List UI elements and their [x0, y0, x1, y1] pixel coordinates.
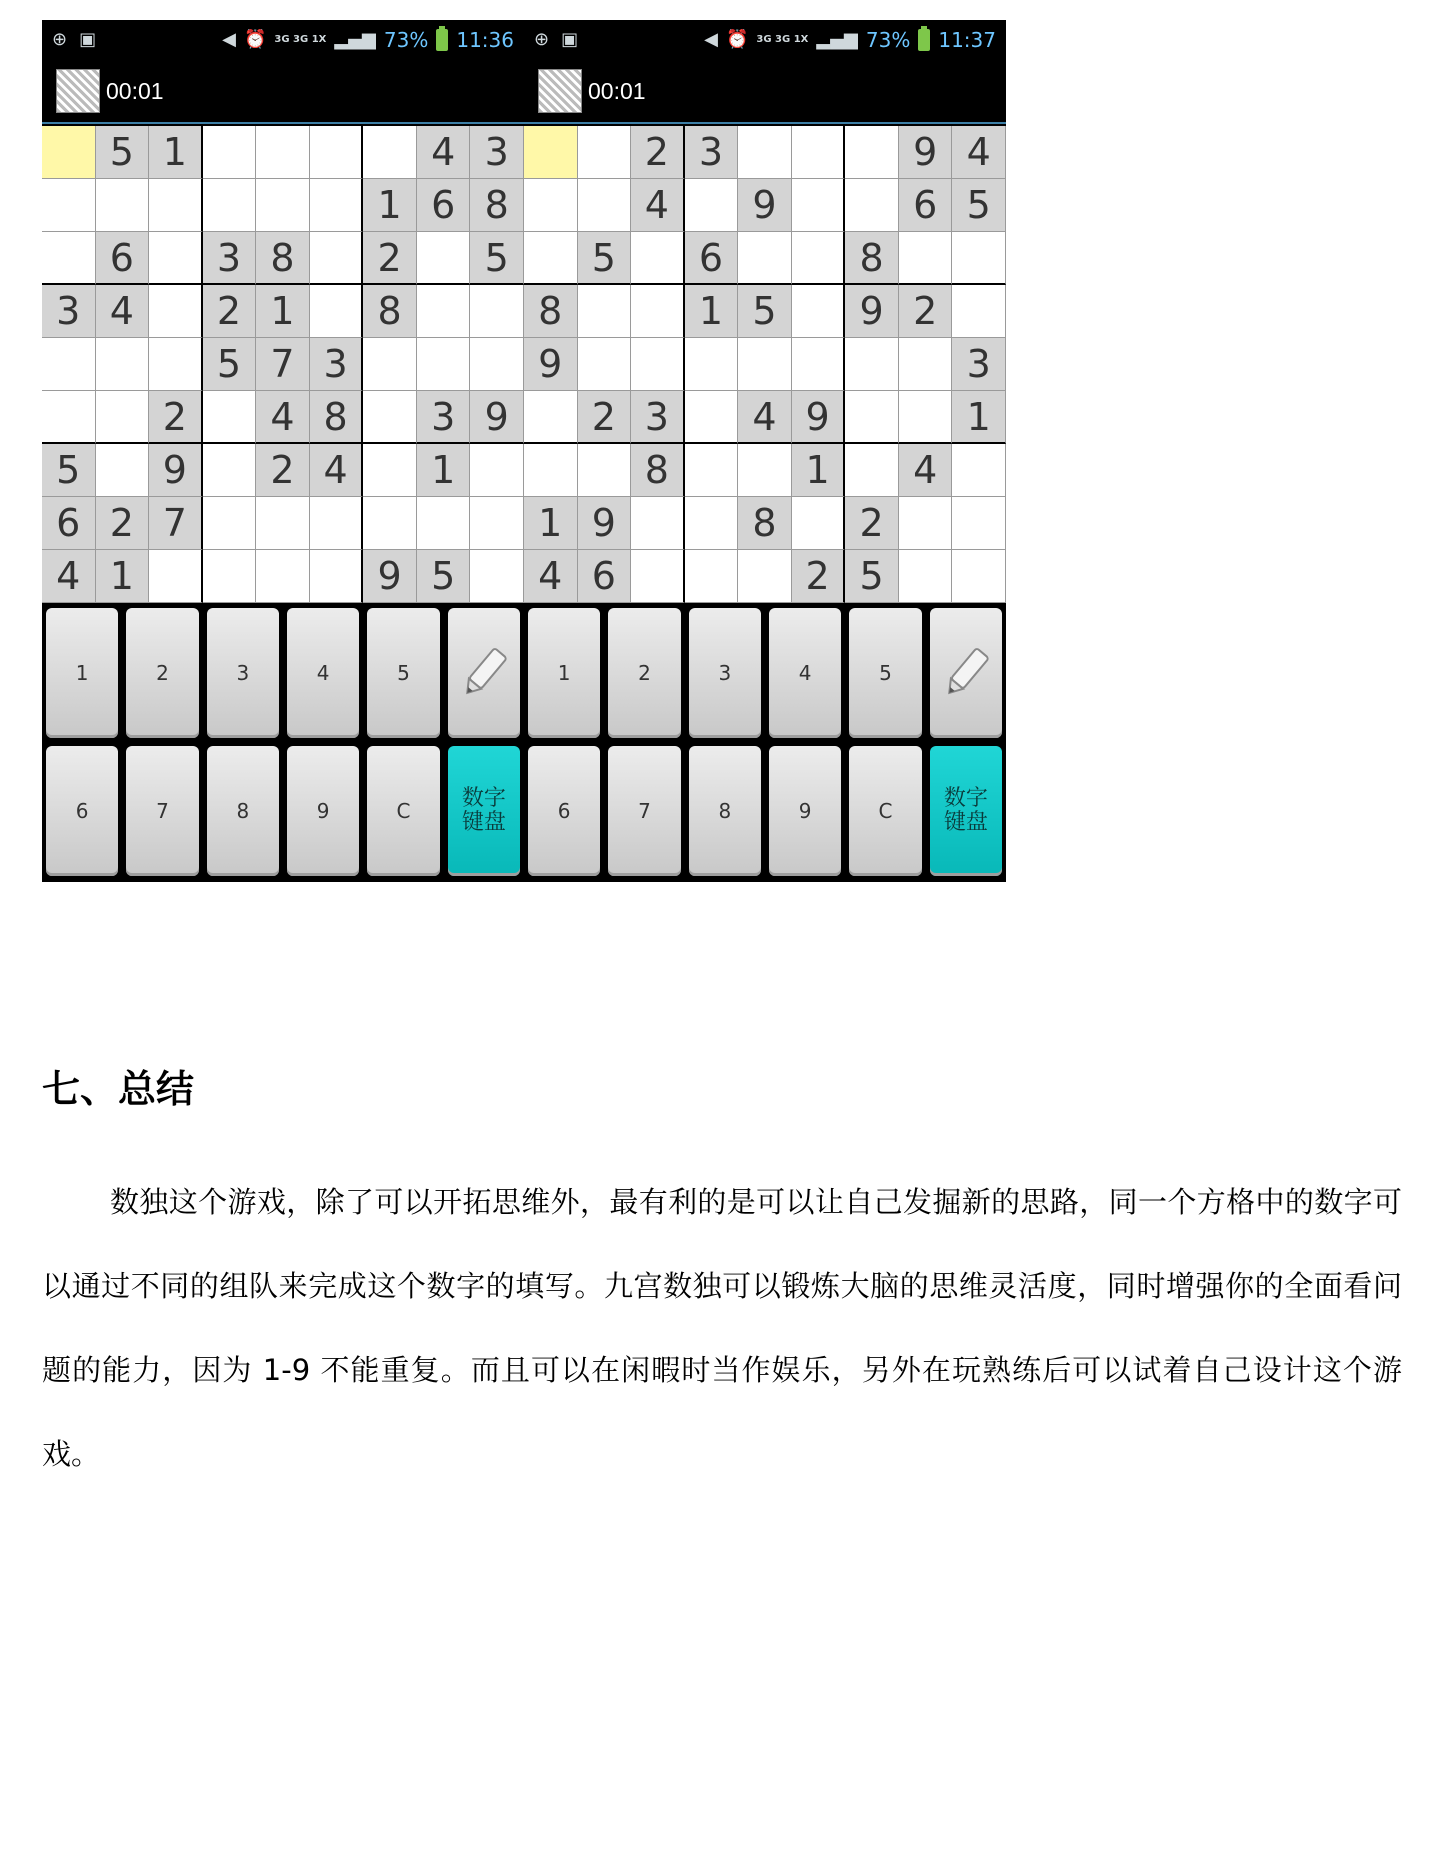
sudoku-cell[interactable]: [96, 179, 150, 232]
sudoku-cell[interactable]: [42, 391, 96, 444]
numpad-toggle-button[interactable]: 数字 键盘: [448, 746, 520, 876]
status-time: 11:37: [938, 28, 996, 52]
sudoku-cell[interactable]: 9: [149, 444, 203, 497]
sudoku-cell[interactable]: 2: [578, 391, 632, 444]
sudoku-cell[interactable]: [96, 444, 150, 497]
sudoku-cell[interactable]: [952, 497, 1006, 550]
status-left-icons: [534, 31, 578, 49]
sudoku-cell[interactable]: [417, 497, 471, 550]
sudoku-cell[interactable]: [363, 338, 417, 391]
sudoku-cell[interactable]: 2: [363, 232, 417, 285]
sudoku-cell[interactable]: [470, 338, 524, 391]
sudoku-cell[interactable]: [149, 338, 203, 391]
sudoku-cell[interactable]: [685, 338, 739, 391]
sudoku-cell[interactable]: [310, 550, 364, 603]
sudoku-cell[interactable]: [792, 338, 846, 391]
sudoku-cell[interactable]: 5: [952, 179, 1006, 232]
sudoku-cell[interactable]: 1: [524, 497, 578, 550]
sudoku-cell[interactable]: [310, 179, 364, 232]
sudoku-cell[interactable]: [310, 285, 364, 338]
sudoku-cell[interactable]: 8: [524, 285, 578, 338]
sudoku-cell[interactable]: [524, 126, 578, 179]
sudoku-cell[interactable]: 5: [845, 550, 899, 603]
phone-screenshot-right: [524, 20, 1006, 878]
sudoku-cell[interactable]: 2: [256, 444, 310, 497]
key-2[interactable]: 2: [608, 608, 680, 738]
sudoku-cell[interactable]: 3: [952, 338, 1006, 391]
sudoku-cell[interactable]: 6: [417, 179, 471, 232]
status-right-icons: [222, 28, 514, 52]
sudoku-cell[interactable]: 3: [470, 126, 524, 179]
sudoku-cell[interactable]: 6: [96, 232, 150, 285]
game-timer: 00:01: [588, 77, 646, 104]
sudoku-cell[interactable]: 9: [524, 338, 578, 391]
network-indicator: 3G 3G 1X: [756, 34, 809, 45]
sudoku-cell[interactable]: [578, 179, 632, 232]
sudoku-cell[interactable]: [42, 232, 96, 285]
key-4[interactable]: 4: [769, 608, 841, 738]
sudoku-cell[interactable]: 9: [738, 179, 792, 232]
sudoku-cell[interactable]: [42, 126, 96, 179]
sudoku-cell[interactable]: [417, 285, 471, 338]
status-bar: [524, 20, 1006, 60]
sudoku-cell[interactable]: 8: [256, 232, 310, 285]
signal-icon: ▂▄▆: [334, 29, 376, 50]
sudoku-cell[interactable]: [203, 126, 257, 179]
sudoku-cell[interactable]: 8: [310, 391, 364, 444]
sudoku-cell[interactable]: [96, 391, 150, 444]
sudoku-cell[interactable]: 2: [203, 285, 257, 338]
sudoku-cell[interactable]: [203, 179, 257, 232]
sudoku-cell[interactable]: [363, 444, 417, 497]
sudoku-cell[interactable]: 4: [96, 285, 150, 338]
pencil-icon: [936, 643, 996, 703]
sudoku-cell[interactable]: 4: [631, 179, 685, 232]
key-1[interactable]: 1: [528, 608, 600, 738]
sudoku-cell[interactable]: [738, 338, 792, 391]
status-time: 11:36: [456, 28, 514, 52]
title-bar: [524, 60, 1006, 122]
sudoku-cell[interactable]: [845, 126, 899, 179]
sudoku-cell[interactable]: [149, 179, 203, 232]
sudoku-cell[interactable]: [899, 232, 953, 285]
sudoku-cell[interactable]: [899, 550, 953, 603]
image-icon: ▣: [79, 29, 97, 50]
sudoku-cell[interactable]: [310, 497, 364, 550]
sudoku-cell[interactable]: [899, 338, 953, 391]
sudoku-cell[interactable]: 4: [524, 550, 578, 603]
sudoku-cell[interactable]: [631, 232, 685, 285]
title-bar: [42, 60, 524, 122]
key-4[interactable]: 4: [287, 608, 359, 738]
key-7[interactable]: 7: [126, 746, 198, 876]
sudoku-cell[interactable]: [792, 179, 846, 232]
sudoku-cell[interactable]: [685, 391, 739, 444]
sudoku-cell[interactable]: 5: [738, 285, 792, 338]
sudoku-cell[interactable]: [952, 550, 1006, 603]
sudoku-cell[interactable]: [203, 497, 257, 550]
sudoku-cell[interactable]: 3: [203, 232, 257, 285]
status-right-icons: [704, 28, 996, 52]
sudoku-cell[interactable]: 9: [470, 391, 524, 444]
sudoku-cell[interactable]: 1: [952, 391, 1006, 444]
sudoku-cell[interactable]: 9: [792, 391, 846, 444]
battery-icon: [918, 29, 930, 51]
sudoku-cell[interactable]: 3: [42, 285, 96, 338]
sudoku-cell[interactable]: [845, 391, 899, 444]
sudoku-cell[interactable]: [631, 550, 685, 603]
pencil-button[interactable]: [448, 608, 520, 738]
key-5[interactable]: 5: [849, 608, 921, 738]
sudoku-cell[interactable]: [310, 126, 364, 179]
sudoku-cell[interactable]: 3: [417, 391, 471, 444]
sudoku-cell[interactable]: [42, 179, 96, 232]
sudoku-cell[interactable]: 5: [417, 550, 471, 603]
key-9[interactable]: 9: [287, 746, 359, 876]
sudoku-cell[interactable]: [738, 444, 792, 497]
sudoku-cell[interactable]: 2: [899, 285, 953, 338]
sudoku-cell[interactable]: 1: [256, 285, 310, 338]
key-8[interactable]: 8: [207, 746, 279, 876]
add-circle-icon: ⊕: [534, 29, 550, 50]
sudoku-cell[interactable]: [203, 444, 257, 497]
key-8[interactable]: 8: [689, 746, 761, 876]
sudoku-cell[interactable]: [363, 497, 417, 550]
sudoku-cell[interactable]: 6: [578, 550, 632, 603]
sudoku-cell[interactable]: 4: [417, 126, 471, 179]
sudoku-cell[interactable]: [845, 179, 899, 232]
sudoku-cell[interactable]: [310, 232, 364, 285]
sudoku-cell[interactable]: [685, 550, 739, 603]
sudoku-cell[interactable]: 7: [149, 497, 203, 550]
sudoku-cell[interactable]: [899, 497, 953, 550]
app-icon: [538, 69, 582, 113]
sudoku-cell[interactable]: 2: [631, 126, 685, 179]
sudoku-grid: [524, 124, 1006, 603]
sudoku-cell[interactable]: [470, 285, 524, 338]
sudoku-cell[interactable]: 1: [792, 444, 846, 497]
sudoku-cell[interactable]: [42, 338, 96, 391]
sudoku-cell[interactable]: [256, 126, 310, 179]
sudoku-cell[interactable]: 2: [845, 497, 899, 550]
sudoku-cell[interactable]: [899, 391, 953, 444]
sudoku-cell[interactable]: [685, 179, 739, 232]
sudoku-cell[interactable]: [631, 497, 685, 550]
sudoku-cell[interactable]: 4: [42, 550, 96, 603]
volume-icon: ◀: [704, 29, 718, 50]
sudoku-cell[interactable]: 4: [738, 391, 792, 444]
alarm-icon: ⏰: [725, 29, 749, 50]
sudoku-cell[interactable]: [149, 285, 203, 338]
sudoku-cell[interactable]: 5: [203, 338, 257, 391]
number-keypad: [524, 603, 1006, 882]
number-keypad: [42, 603, 524, 882]
key-6[interactable]: 6: [528, 746, 600, 876]
sudoku-cell[interactable]: 9: [363, 550, 417, 603]
sudoku-cell[interactable]: 2: [149, 391, 203, 444]
sudoku-cell[interactable]: 1: [363, 179, 417, 232]
sudoku-cell[interactable]: [952, 444, 1006, 497]
sudoku-cell[interactable]: 8: [470, 179, 524, 232]
sudoku-cell[interactable]: 8: [631, 444, 685, 497]
phone-screenshot-left: [42, 20, 524, 878]
key-2[interactable]: 2: [126, 608, 198, 738]
clear-key[interactable]: C: [367, 746, 439, 876]
sudoku-cell[interactable]: 2: [96, 497, 150, 550]
sudoku-cell[interactable]: [845, 444, 899, 497]
sudoku-cell[interactable]: [952, 232, 1006, 285]
sudoku-cell[interactable]: 3: [310, 338, 364, 391]
sudoku-cell[interactable]: 5: [578, 232, 632, 285]
sudoku-cell[interactable]: [792, 126, 846, 179]
sudoku-cell[interactable]: [417, 338, 471, 391]
sudoku-cell[interactable]: 4: [256, 391, 310, 444]
sudoku-cell[interactable]: [470, 550, 524, 603]
key-9[interactable]: 9: [769, 746, 841, 876]
sudoku-cell[interactable]: 2: [792, 550, 846, 603]
sudoku-cell[interactable]: 4: [310, 444, 364, 497]
sudoku-cell[interactable]: [96, 338, 150, 391]
network-indicator: 3G 3G 1X: [274, 34, 327, 45]
sudoku-cell[interactable]: 1: [417, 444, 471, 497]
signal-icon: ▂▄▆: [816, 29, 858, 50]
sudoku-cell[interactable]: 4: [952, 126, 1006, 179]
sudoku-cell[interactable]: [256, 497, 310, 550]
pencil-icon: [454, 643, 514, 703]
sudoku-grid: [42, 124, 524, 603]
sudoku-cell[interactable]: [792, 232, 846, 285]
sudoku-cell[interactable]: [738, 550, 792, 603]
key-5[interactable]: 5: [367, 608, 439, 738]
sudoku-cell[interactable]: 8: [845, 232, 899, 285]
numpad-toggle-button[interactable]: 数字 键盘: [930, 746, 1002, 876]
sudoku-cell[interactable]: [845, 338, 899, 391]
sudoku-cell[interactable]: 4: [899, 444, 953, 497]
sudoku-cell[interactable]: 7: [256, 338, 310, 391]
sudoku-cell[interactable]: [470, 444, 524, 497]
alarm-icon: ⏰: [243, 29, 267, 50]
sudoku-cell[interactable]: [685, 444, 739, 497]
image-icon: ▣: [561, 29, 579, 50]
sudoku-cell[interactable]: 5: [470, 232, 524, 285]
sudoku-cell[interactable]: 6: [685, 232, 739, 285]
sudoku-cell[interactable]: [524, 232, 578, 285]
sudoku-cell[interactable]: [363, 391, 417, 444]
sudoku-cell[interactable]: [524, 391, 578, 444]
sudoku-cell[interactable]: 8: [363, 285, 417, 338]
key-6[interactable]: 6: [46, 746, 118, 876]
sudoku-cell[interactable]: [738, 126, 792, 179]
key-7[interactable]: 7: [608, 746, 680, 876]
sudoku-cell[interactable]: [578, 285, 632, 338]
add-circle-icon: ⊕: [52, 29, 68, 50]
sudoku-cell[interactable]: [631, 285, 685, 338]
battery-percent: 73%: [865, 28, 911, 52]
key-1[interactable]: 1: [46, 608, 118, 738]
sudoku-cell[interactable]: [524, 179, 578, 232]
sudoku-cell[interactable]: 1: [685, 285, 739, 338]
sudoku-cell[interactable]: 5: [96, 126, 150, 179]
sudoku-cell[interactable]: 9: [578, 497, 632, 550]
clear-key[interactable]: C: [849, 746, 921, 876]
status-bar: [42, 20, 524, 60]
sudoku-cell[interactable]: [149, 550, 203, 603]
sudoku-cell[interactable]: 1: [96, 550, 150, 603]
section-heading: 七、总结: [42, 1067, 195, 1111]
sudoku-cell[interactable]: [792, 497, 846, 550]
summary-paragraph: 数独这个游戏，除了可以开拓思维外，最有利的是可以让自己发掘新的思路，同一个方格中的数字可以通过不同的组队来完成这个数字的填写。九宫数独可以锻炼大脑的思维灵活度，同时增强你的全面看问题的能力，因为 1-9 不能重复。而且可以在闲暇时当作娱乐，另外在玩熟练后可以试着自己设计这个游戏。: [42, 1185, 1402, 1471]
sudoku-cell[interactable]: [578, 126, 632, 179]
battery-icon: [436, 29, 448, 51]
sudoku-cell[interactable]: 5: [42, 444, 96, 497]
key-3[interactable]: 3: [207, 608, 279, 738]
game-timer: 00:01: [106, 77, 164, 104]
sudoku-cell[interactable]: 8: [738, 497, 792, 550]
sudoku-cell[interactable]: 6: [42, 497, 96, 550]
sudoku-cell[interactable]: [363, 126, 417, 179]
sudoku-cell[interactable]: [417, 232, 471, 285]
sudoku-cell[interactable]: [470, 497, 524, 550]
sudoku-cell[interactable]: [524, 444, 578, 497]
sudoku-cell[interactable]: 1: [149, 126, 203, 179]
sudoku-cell[interactable]: [578, 444, 632, 497]
sudoku-cell[interactable]: 6: [899, 179, 953, 232]
sudoku-cell[interactable]: [256, 179, 310, 232]
sudoku-cell[interactable]: [952, 285, 1006, 338]
sudoku-cell[interactable]: 9: [899, 126, 953, 179]
sudoku-cell[interactable]: [685, 497, 739, 550]
sudoku-cell[interactable]: 9: [845, 285, 899, 338]
sudoku-cell[interactable]: [792, 285, 846, 338]
battery-percent: 73%: [383, 28, 429, 52]
sudoku-cell[interactable]: [631, 338, 685, 391]
sudoku-cell[interactable]: [203, 391, 257, 444]
sudoku-cell[interactable]: [578, 338, 632, 391]
sudoku-cell[interactable]: [149, 232, 203, 285]
sudoku-cell[interactable]: [203, 550, 257, 603]
volume-icon: ◀: [222, 29, 236, 50]
status-left-icons: [52, 31, 96, 49]
pencil-button[interactable]: [930, 608, 1002, 738]
sudoku-cell[interactable]: [256, 550, 310, 603]
key-3[interactable]: 3: [689, 608, 761, 738]
sudoku-cell[interactable]: [738, 232, 792, 285]
app-icon: [56, 69, 100, 113]
sudoku-cell[interactable]: 3: [685, 126, 739, 179]
sudoku-cell[interactable]: 3: [631, 391, 685, 444]
